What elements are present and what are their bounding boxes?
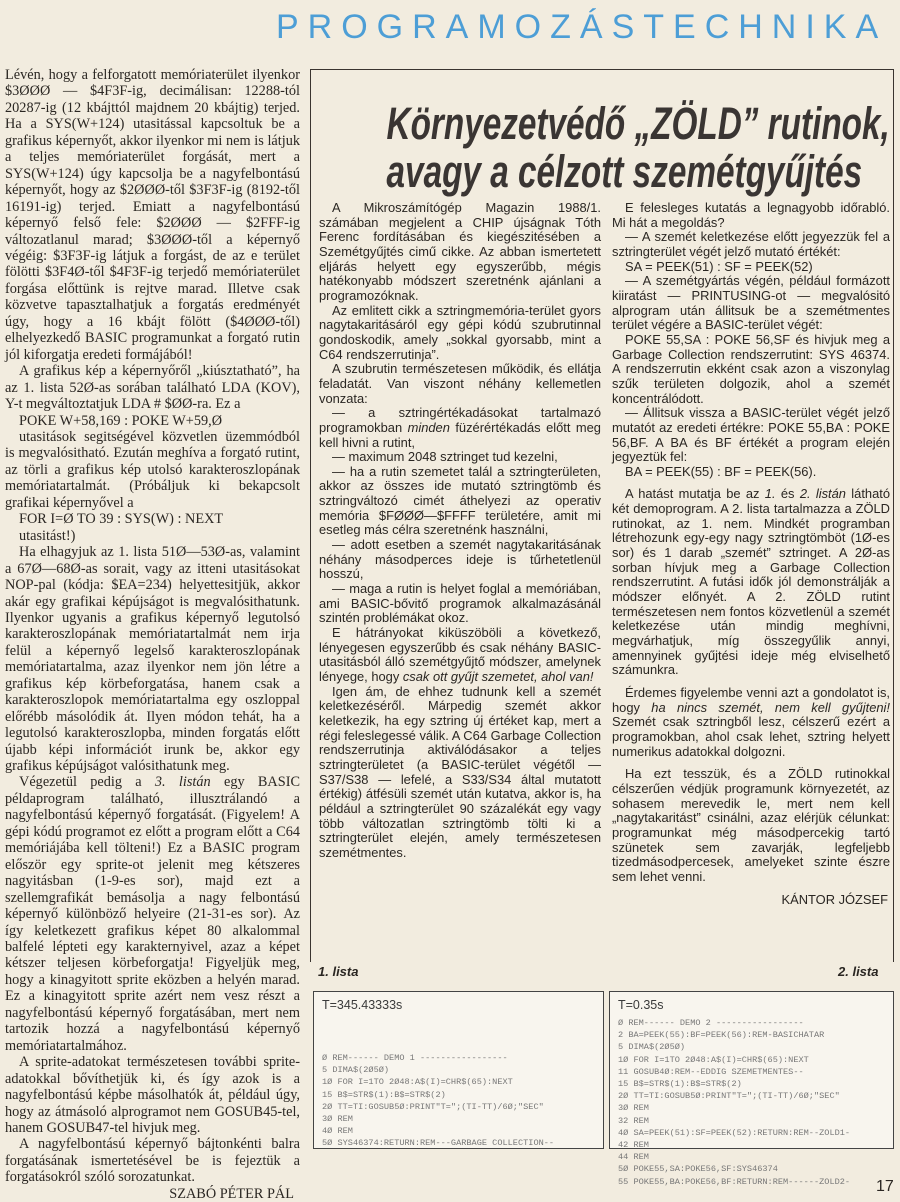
text-run: FOR I=Ø TO 39 : SYS(W) : NEXT: [19, 511, 224, 528]
paragraph: [612, 201, 890, 230]
paragraph: [319, 465, 601, 538]
text-run: A hatást mutatja be az: [625, 486, 765, 502]
paragraph: [319, 362, 601, 406]
text-run: utasitást!): [19, 527, 76, 544]
text-run: füzérértékadás előtt meg kell hivni a rutint,: [319, 419, 601, 450]
paragraph: [319, 201, 601, 304]
headline-line-2: avagy a célzott szemétgyűjtés: [386, 146, 863, 197]
text-run: és: [775, 486, 800, 502]
paragraph: [5, 544, 300, 774]
code-line: 5 DIMA$(2Ø5Ø): [618, 1042, 686, 1053]
listing-1-code: [322, 1052, 595, 1150]
listing-1: [313, 991, 604, 1149]
paragraph: [5, 774, 300, 1054]
paragraph: [612, 686, 890, 759]
paragraph: [5, 429, 300, 511]
paragraph: [612, 260, 890, 275]
text-run: — A szemétgyártás végén, például formázott kiiratást — PRINTUSING-ot — megvalósitó alprogram után állitsuk be a szemétmentes terület végére a BASIC-terület végét:: [612, 273, 890, 333]
code-line: 3Ø REM: [322, 1114, 353, 1125]
text-run: SA = PEEK(51) : SF = PEEK(52): [625, 258, 813, 274]
code-line: 1Ø FOR I=1TO 2Ø48:A$(I)=CHR$(65):NEXT: [322, 1077, 513, 1088]
left-paragraphs: [5, 67, 300, 1186]
code-line: 11 GOSUB4Ø:REM--EDDIG SZEMETMENTES--: [618, 1066, 804, 1077]
right-paragraphs: [612, 201, 890, 885]
emphasized-text: 2. listán: [799, 486, 846, 502]
code-line: 15 B$=STR$(1):B$=STR$(2): [618, 1079, 742, 1090]
emphasized-text: minden: [407, 419, 450, 435]
emphasized-text: ha nincs szemét, nem kell gyűjteni!: [651, 699, 890, 715]
paragraph: [319, 304, 601, 363]
code-line: 15 B$=STR$(1):B$=STR$(2): [322, 1089, 446, 1100]
left-column-article: [5, 67, 300, 1202]
paragraph: [612, 465, 890, 480]
paragraph: [5, 1054, 300, 1136]
paragraph: [612, 274, 890, 333]
paragraph: [319, 450, 601, 465]
emphasized-text: 3. listán: [154, 774, 211, 791]
listing-1-label: 1. lista: [318, 964, 359, 979]
code-line: 2Ø TT=TI:GOSUB5Ø:PRINT"T=";(TI-TT)/6Ø;"SEC": [618, 1091, 840, 1102]
paragraph: [319, 538, 601, 582]
text-run: Szemét csak sztringből lesz, célszerű ezért a programokban, ahol csak lehet, sztring helyett numerikus adatokkal dolgozni.: [612, 714, 890, 759]
paragraph: [612, 230, 890, 259]
article-right-column: [612, 201, 890, 907]
paragraph: [612, 333, 890, 406]
listing-2-timing: T=0.35s: [618, 998, 664, 1012]
emphasized-text: csak ott gyűjt szemetet, ahol van!: [402, 669, 594, 684]
text-run: — A szemét keletkezése előtt jegyezzük fel a sztringterület végét jelző mutató értékét:: [612, 229, 890, 259]
code-line: 3Ø REM: [618, 1103, 649, 1114]
code-line: Ø REM------ DEMO 2 -----------------: [618, 1018, 804, 1028]
paragraph: [5, 67, 300, 363]
text-run: E felesleges kutatás a legnagyobb időrabló. Mi hát a megoldás?: [612, 200, 890, 230]
paragraph: [319, 406, 601, 450]
code-line: 55 POKE55,BA:POKE56,BF:RETURN:REM------ZOLD2-: [618, 1176, 851, 1187]
article-middle-column: [319, 201, 601, 861]
text-run: A Mikroszámítógép Magazin 1988/1. számában megjelent a CHIP újságnak Tóth Ferenc fordításában és kiegészitésében a Szemétgyűjtés cimű cikke. Az abban ismertetett eljárás helyett egy egyszerűbb, mégis hatékonyabb módszert szeretnénk ajánlani a programozóknak.: [319, 200, 601, 303]
paragraph: [5, 413, 300, 429]
code-line: 1Ø FOR I=1TO 2Ø48:A$(I)=CHR$(65):NEXT: [618, 1054, 809, 1065]
text-run: A nagyfelbontású képernyő bájtonkénti balra forgatásának ismertetésével be is fejeztük a forgatásokról szóló sorozatunkat.: [5, 1136, 300, 1186]
paragraph: [5, 1136, 300, 1185]
section-title: PROGRAMOZÁSTECHNIKA: [276, 8, 888, 46]
code-line: 32 REM: [618, 1115, 649, 1126]
paragraph: [5, 528, 300, 544]
page-number: 17: [876, 1178, 894, 1195]
middle-paragraphs: [319, 201, 601, 861]
code-line: Ø REM------ DEMO 1 -----------------: [322, 1053, 508, 1063]
code-line: 4Ø SA=PEEK(51):SF=PEEK(52):RETURN:REM--ZOLD1-: [618, 1127, 851, 1138]
paragraph: [612, 767, 890, 884]
text-run: POKE 55,SA : POKE 56,SF és hivjuk meg a Garbage Collection rendszerrutint: SYS 46374. A rendszerrutin ekként csak azon a viszonylag szűk területen dolgozik, ahol a szemét koncentrálódott.: [612, 331, 890, 406]
text-run: Lévén, hogy a felforgatott memóriaterület ilyenkor $3ØØØ — $4F3F-ig, decimálisan: 12288-tól 20287-ig (12 kbájttól majdnem 20 kbájtig) terjed. Ha a SYS(W+124) utasitással kapcsoltuk be a grafikus képernyőt, akkor ilyenkor mi nem is látjuk a teljes memóriaterület forgását, mert a SYS(W+124) úgy kapcsolja be a nagyfelbontású képernyőt, hogy az $2ØØØ-től $3F3F-ig (8192-től 16191-ig) terjed. Emiatt a nagyfelbontású képernyő felső fele: $2ØØØ — $2FFF-ig változatlanul marad; $3ØØØ-től a képernyő végéig: $3F3F-ig látjuk a forgást, de az e terület fölötti $3F4Ø-től $4F3F-ig terjedő memóriaterület forgása előttünk is rejtve marad. Illetve csak közvetve tapasztalhatjuk a forgatás eredményét úgy, hogy a 16 kbájt fölött ($4ØØØ-től) elhelyezkedő BASIC programunkat a forgató rutin jól kiforgatja eredeti formájából!: [5, 67, 300, 363]
text-run: — maximum 2048 sztringet tud kezelni,: [332, 449, 558, 465]
text-run: Ha ezt tesszük, és a ZÖLD rutinokkal célszerűen védjük programunk környezetét, az sohasem merevedik le, mert nem kell „nagytakaritást” csinálni, azaz elérjük célunkat: programunkat még másodpercekig tartó szünetek sem zavarják, legfeljebb tizedmásodpercesek, amelyeket szinte észre sem lehet venni.: [612, 766, 890, 884]
paragraph: [319, 685, 601, 861]
text-run: Érdemes figyelembe venni azt a gondolatot is, hogy: [612, 685, 890, 715]
paragraph: [5, 511, 300, 527]
paragraph: [612, 487, 890, 678]
text-run: — ha a rutin szemetet talál a sztringterületen, akkor az összes ide mutató sztringtömb és sztringváltozó cimét áthelyezi az operativ memória $FØØØ—$FFFF területére, amit mi esetleg más célra szeretnénk használni,: [319, 463, 601, 538]
text-run: E hátrányokat kiküszöböli a következő, lényegesen egyszerűbb és csak néhány BASIC-utasitásból álló szemétgyűjtő módszer, amelynek lényege, hogy: [319, 625, 601, 684]
article-headline: [311, 100, 892, 196]
text-run: Végezetül pedig a: [19, 774, 155, 791]
code-line: 2Ø TT=TI:GOSUB5Ø:PRINT"T=";(TI-TT)/6Ø;"SEC": [322, 1101, 544, 1112]
paragraph: [319, 626, 601, 685]
text-run: Ha elhagyjuk az 1. lista 51Ø—53Ø-as, valamint a 67Ø—68Ø-as sorait, vagy az itteni utasitásokat NOP-pal (kódja: $EA=234) helyettesitjük, akkor akár egy grafikai képújságot is megvalósithatunk. Ilyenkor ugyanis a grafikus képernyő legutolsó karakteroszlopának memóriatartalmát nem irja felül a képernyő legelső karakteroszlopának memóriatartalma, azaz ilyenkor nem jön létre a grafikus kép körbeforgatása, hanem csak a karakteroszlopok memóriatartalma egy oszloppal előrébb másolódik át. Ilyen módon tehát, ha a legutolsó karakteroszlopba, minden forgatás előtt újabb képi információt irunk be, akkor egy grafikus képújságot valósithatunk meg.: [5, 544, 300, 775]
text-run: POKE W+58,169 : POKE W+59,Ø: [19, 412, 223, 429]
text-run: — Állitsuk vissza a BASIC-terület végét jelző mutatót az eredeti értékre: POKE 55,BA : POKE 56,BF. A BA és BF értékét a program elején jegyeztük fel:: [612, 405, 890, 465]
listing-2-label: 2. lista: [838, 964, 879, 979]
paragraph: [319, 582, 601, 626]
emphasized-text: 1.: [764, 486, 776, 502]
text-run: Igen ám, de ehhez tudnunk kell a szemét keletkezéséről. Márpedig szemét akkor keletkezik, ha egy sztring új értéket kap, mert a régi feleslegessé válik. A C64 Garbage Collection rendszerrutinja aktiválódásakor a teljes sztringterületet (a BASIC-terület végétől — S37/S38 — lefelé, a S33/S34 által mutatott értékig) átfésüli szemét után kutatva, akkor is, ha például a sztringterület 90 százalékát egy vagy több változatlan sztringtömb tölti ki a sztringterület elején, amely természetesen szemétmentes.: [319, 683, 601, 860]
code-line: 42 REM: [618, 1140, 649, 1151]
paragraph: [612, 406, 890, 465]
text-run: Az emlitett cikk a sztringmemória-terület gyors nagytakaritásáról egy gépi kódú szubrutinnal gondoskodik, amely „sokkal gyorsabb, mint a C64 rendszerrutinja”.: [319, 302, 601, 362]
code-line: 5Ø SYS46374:RETURN:REM---GARBAGE COLLECTION--: [322, 1138, 555, 1149]
paragraph: [5, 363, 300, 412]
author-signature: SZABÓ PÉTER PÁL: [169, 1185, 294, 1202]
text-run: egy BASIC példaprogram található, illusztrálandó a nagyfelbontású képernyő forgatását. (Figyelem! A gépi kódú programot ez előtt a program előtt a C64 memóriájába kell tölteni!) Ez a BASIC program először egy sprite-ot jelenit meg kétszeres nagyitásban (1-9-es sor), majd ezt a szellemgrafikát bemásolja a nagy felbontású képernyő különböző helyeire (21-31-es sor). Az így keletkezett grafikus képet 80 alkalommal balfelé lépteti egy karakternyivel, azaz a képet kétszer teljesen körbeforgatja! Figyeljük meg, hogy a kinagyitott sprite eközben a helyén marad. Ez a kinagyitott sprite azért nem vesz részt a nagyfelbontású képernyő forgatásában, mert nem tartozik hozzá a nagyfelbontású képernyő memóriatartalmához.: [5, 774, 300, 1054]
code-line: 5Ø POKE55,SA:POKE56,SF:SYS46374: [618, 1164, 778, 1175]
text-run: BA = PEEK(55) : BF = PEEK(56).: [625, 463, 817, 479]
listing-2-code: [618, 1017, 885, 1188]
text-run: A szubrutin természetesen működik, és ellátja feladatát. Van viszont néhány kellemetlen vonzata:: [319, 361, 601, 406]
code-line: 5 DIMA$(2Ø5Ø): [322, 1065, 390, 1076]
listing-1-timing: T=345.43333s: [322, 998, 403, 1012]
text-run: — maga a rutin is helyet foglal a memóriában, ami BASIC-bővitő programok alkalmazásánál szintén problémákat okoz.: [319, 581, 601, 626]
text-run: — a sztringértékadásokat tartalmazó programokban: [319, 405, 601, 435]
code-line: 2 BA=PEEK(55):BF=PEEK(56):REM-BASICHATAR: [618, 1030, 825, 1041]
headline-line-1: Környezetvédő „ZÖLD” rutinok,: [386, 98, 890, 149]
text-run: A sprite-adatokat természetesen további sprite-adatokkal bővíthetjük ki, és így azok is a nagyfelbontású képbe másolhatók át, például úgy, hogy az átmásoló alprogramot nem GOSUB45-tel, hanem GOSUB47-tel hivjuk meg.: [5, 1054, 300, 1136]
code-line: 4Ø REM: [322, 1126, 353, 1137]
text-run: látható két demoprogram. A 2. lista tartalmazza a ZÖLD rutinokat, az 1. nem. Mindkét programban létrehozunk egy-egy nagy sztringtömböt (1Ø-es sor) és 1 darab „szemét” sztringet. A 2Ø-as sorban hívjuk meg a Garbage Collection rendszerrutint. A futási idők jól demonstrálják a módszer előnyét. A 2. ZÖLD rutint természetesen nem fontos közvetlenül a szemét keletkezése után mindig meghívni, megvárhatjuk, míg összegyűlik annyi, amennyinek gyűjtési ideje még elviselhető számunkra.: [612, 486, 890, 678]
text-run: utasitások segitségével közvetlen üzemmódból is megvalósitható. Ezután meghíva a forgató rutint, az törli a grafikus kép utolsó karakteroszlopának memóriatartalmát. (Próbáljuk ki bekapcsolt grafikai képernyővel a: [5, 428, 300, 511]
code-line: 44 REM: [618, 1152, 649, 1163]
author-signature: KÁNTOR JÓZSEF: [781, 891, 888, 907]
text-run: — adott esetben a szemét nagytakaritásának néhány másodperces ideje is tűrhetetlenül hosszú,: [319, 537, 601, 582]
text-run: A grafikus kép a képernyőről „kiúsztatható”, ha az 1. lista 52Ø-as sorában található LDA (KOV), Y-t megváltoztatjuk LDA # $ØØ-ra. Ez a: [5, 363, 300, 413]
